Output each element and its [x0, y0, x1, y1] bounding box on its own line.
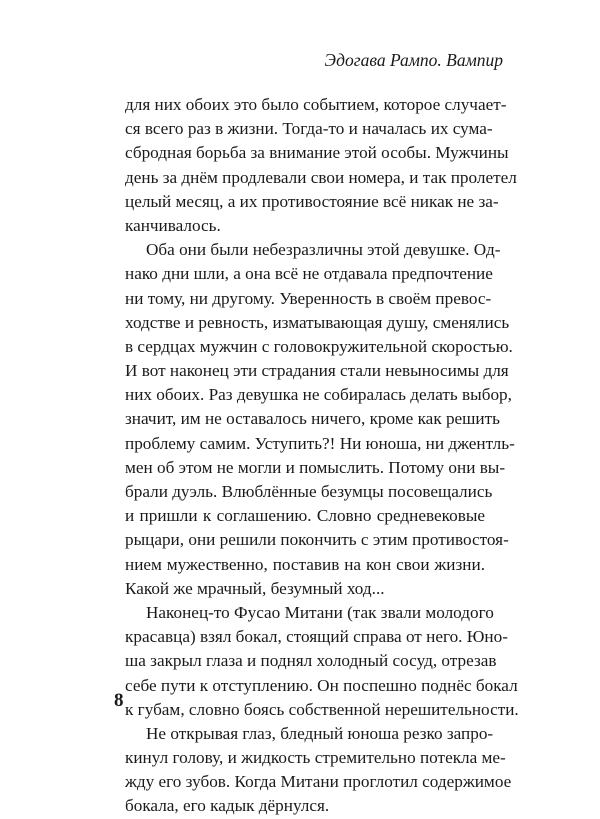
text-line: нако дни шли, а она всё не отдавала предпочтение [125, 264, 493, 284]
paragraph-first-line: Наконец-то Фусао Митани (так звали молодого [146, 602, 494, 622]
body-text [125, 93, 519, 819]
text-line: себе пути к отступлению. Он поспешно поднёс бокал [125, 675, 518, 695]
text-line: канчивалось. [125, 215, 221, 235]
text-line: в сердцах мужчин с головокружительной скоростью. [125, 336, 513, 356]
text-line: брали дуэль. Влюблённые безумцы посовещались [125, 482, 493, 501]
text-line: них обоих. Раз девушка не собиралась делать выбор, [125, 385, 512, 405]
text-line: к губам, словно боясь собственной нерешительности. [125, 699, 519, 719]
text-line: проблему самим. Уступить?! Ни юноша, ни джентль- [125, 433, 515, 453]
text-line: мен об этом не могли и помыслить. Потому они вы- [125, 457, 506, 477]
paragraph-first-line: Не открывая глаз, бледный юноша резко запро- [146, 723, 494, 743]
text-line: красавца) взял бокал, стоящий справа от него. Юно- [125, 627, 508, 647]
text-line: кинул голову, и жидкость стремительно потекла ме- [125, 748, 506, 768]
text-line: И вот наконец эти страдания стали невыносимы для [125, 361, 509, 381]
running-header: Эдогава Рампо. Вампир [324, 50, 503, 70]
text-line: ходстве и ревность, изматывающая душу, сменялись [125, 312, 510, 332]
page-number: 8 [114, 690, 124, 711]
text-line: жду его зубов. Когда Митани проглотил содержимое [125, 772, 512, 792]
text-line: и пришли к соглашению. Словно средневековые [125, 506, 485, 526]
text-line: Какой же мрачный, безумный ход... [125, 578, 385, 598]
text-line: ни тому, ни другому. Уверенность в своём превос- [125, 288, 492, 308]
text-line: ся всего раз в жизни. Тогда-то и началась их сума- [125, 119, 493, 139]
text-line: значит, им не оставалось ничего, кроме как решить [125, 409, 500, 429]
text-line: целый месяц, а их противостояние всё никак не за- [125, 191, 499, 211]
text-line: день за днём продлевали свои номера, и так пролетел [125, 167, 517, 187]
text-line: сбродная борьба за внимание этой особы. Мужчины [125, 143, 509, 163]
text-line: рыцари, они решили покончить с этим противостоя- [125, 530, 509, 550]
paragraph-first-line: Оба они были небезразличны этой девушке. Од- [146, 240, 501, 260]
text-line: нием мужественно, поставив на кон свои жизни. [125, 554, 485, 574]
text-line: для них обоих это было событием, которое случает- [125, 95, 507, 114]
text-line: ша закрыл глаза и поднял холодный сосуд, отрезав [125, 651, 497, 671]
text-line: бокала, его кадык дёрнулся. [125, 796, 330, 816]
